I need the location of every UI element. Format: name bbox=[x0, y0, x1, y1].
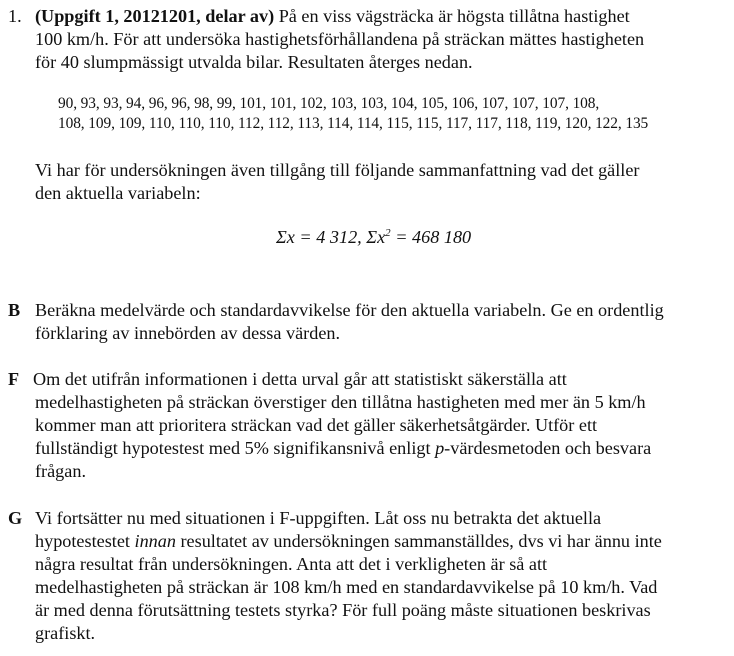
p-value-symbol: p bbox=[435, 438, 445, 458]
part-f-line-3: kommer man att prioritera sträckan vad det gäller säkerhetsåtgärder. Utför ett bbox=[35, 415, 598, 435]
part-g-line-2-post: resultatet av undersökningen sammanställdes, dvs vi har ännu inte bbox=[175, 531, 662, 551]
part-f-line-4 bbox=[35, 437, 651, 460]
summary-line-2: den aktuella variabeln: bbox=[35, 183, 201, 203]
part-f-label: F bbox=[8, 369, 20, 389]
data-line-1: 90, 93, 93, 94, 96, 96, 98, 99, 101, 101, 102, 103, 103, 104, 105, 106, 107, 107, 107, 108, bbox=[58, 95, 600, 112]
part-g-line-4: medelhastigheten på sträckan är 108 km/h med en standardavvikelse på 10 km/h. Vad bbox=[35, 577, 658, 597]
problem-source: (Uppgift 1, 20121201, delar av) bbox=[35, 6, 275, 26]
part-f-line-4-post: -värdesmetoden och besvara bbox=[444, 438, 652, 458]
formula-sum-x: Σx = 4 312, Σx bbox=[276, 227, 386, 247]
intro-text-1: På en viss vägsträcka är högsta tillåtna hastighet bbox=[274, 6, 630, 26]
part-f-line-2: medelhastigheten på sträckan överstiger den tillåtna hastigheten med mer än 5 km/h bbox=[35, 392, 646, 412]
intro-line-3: för 40 slumpmässigt utvalda bilar. Resultaten återges nedan. bbox=[35, 52, 473, 72]
part-g-line-2 bbox=[35, 530, 662, 553]
part-g-label: G bbox=[8, 508, 23, 528]
part-g-line-3: några resultat från undersökningen. Anta att det i verkligheten är så att bbox=[35, 554, 548, 574]
part-b-label: B bbox=[8, 300, 21, 320]
summary-line-1: Vi har för undersökningen även tillgång till följande sammanfattning vad det gäller bbox=[35, 160, 640, 180]
part-b-line-1: Beräkna medelvärde och standardavvikelse för den aktuella variabeln. Ge en ordentlig bbox=[35, 300, 664, 320]
intro-line-2: 100 km/h. För att undersöka hastighetsförhållandena på sträckan mättes hastigheten bbox=[35, 29, 645, 49]
formula-sum-x2: = 468 180 bbox=[390, 227, 472, 247]
part-b-line-2: förklaring av innebörden av dessa värden. bbox=[35, 323, 341, 343]
data-line-2: 108, 109, 109, 110, 110, 110, 112, 112, 113, 114, 114, 115, 115, 117, 117, 118, 119, 120, 122, 135 bbox=[58, 115, 649, 132]
emphasis-innan: innan bbox=[134, 531, 176, 551]
part-g-line-2-pre: hypotestestet bbox=[35, 531, 135, 551]
sum-formula bbox=[276, 226, 471, 249]
formula-exponent: 2 bbox=[385, 227, 391, 239]
intro-line-1 bbox=[35, 5, 630, 28]
part-g-line-1: Vi fortsätter nu med situationen i F-uppgiften. Låt oss nu betrakta det aktuella bbox=[35, 508, 602, 528]
problem-number: 1. bbox=[8, 6, 22, 26]
part-g-line-6: grafiskt. bbox=[35, 623, 96, 643]
part-f-line-1: Om det utifrån informationen i detta urval går att statistiskt säkerställa att bbox=[33, 369, 567, 389]
part-f-line-4-pre: fullständigt hypotestest med 5% signifikansnivå enligt bbox=[35, 438, 436, 458]
part-g-line-5: är med denna förutsättning testets styrka? För full poäng måste situationen beskrivas bbox=[35, 600, 651, 620]
part-f-line-5: frågan. bbox=[35, 461, 86, 481]
